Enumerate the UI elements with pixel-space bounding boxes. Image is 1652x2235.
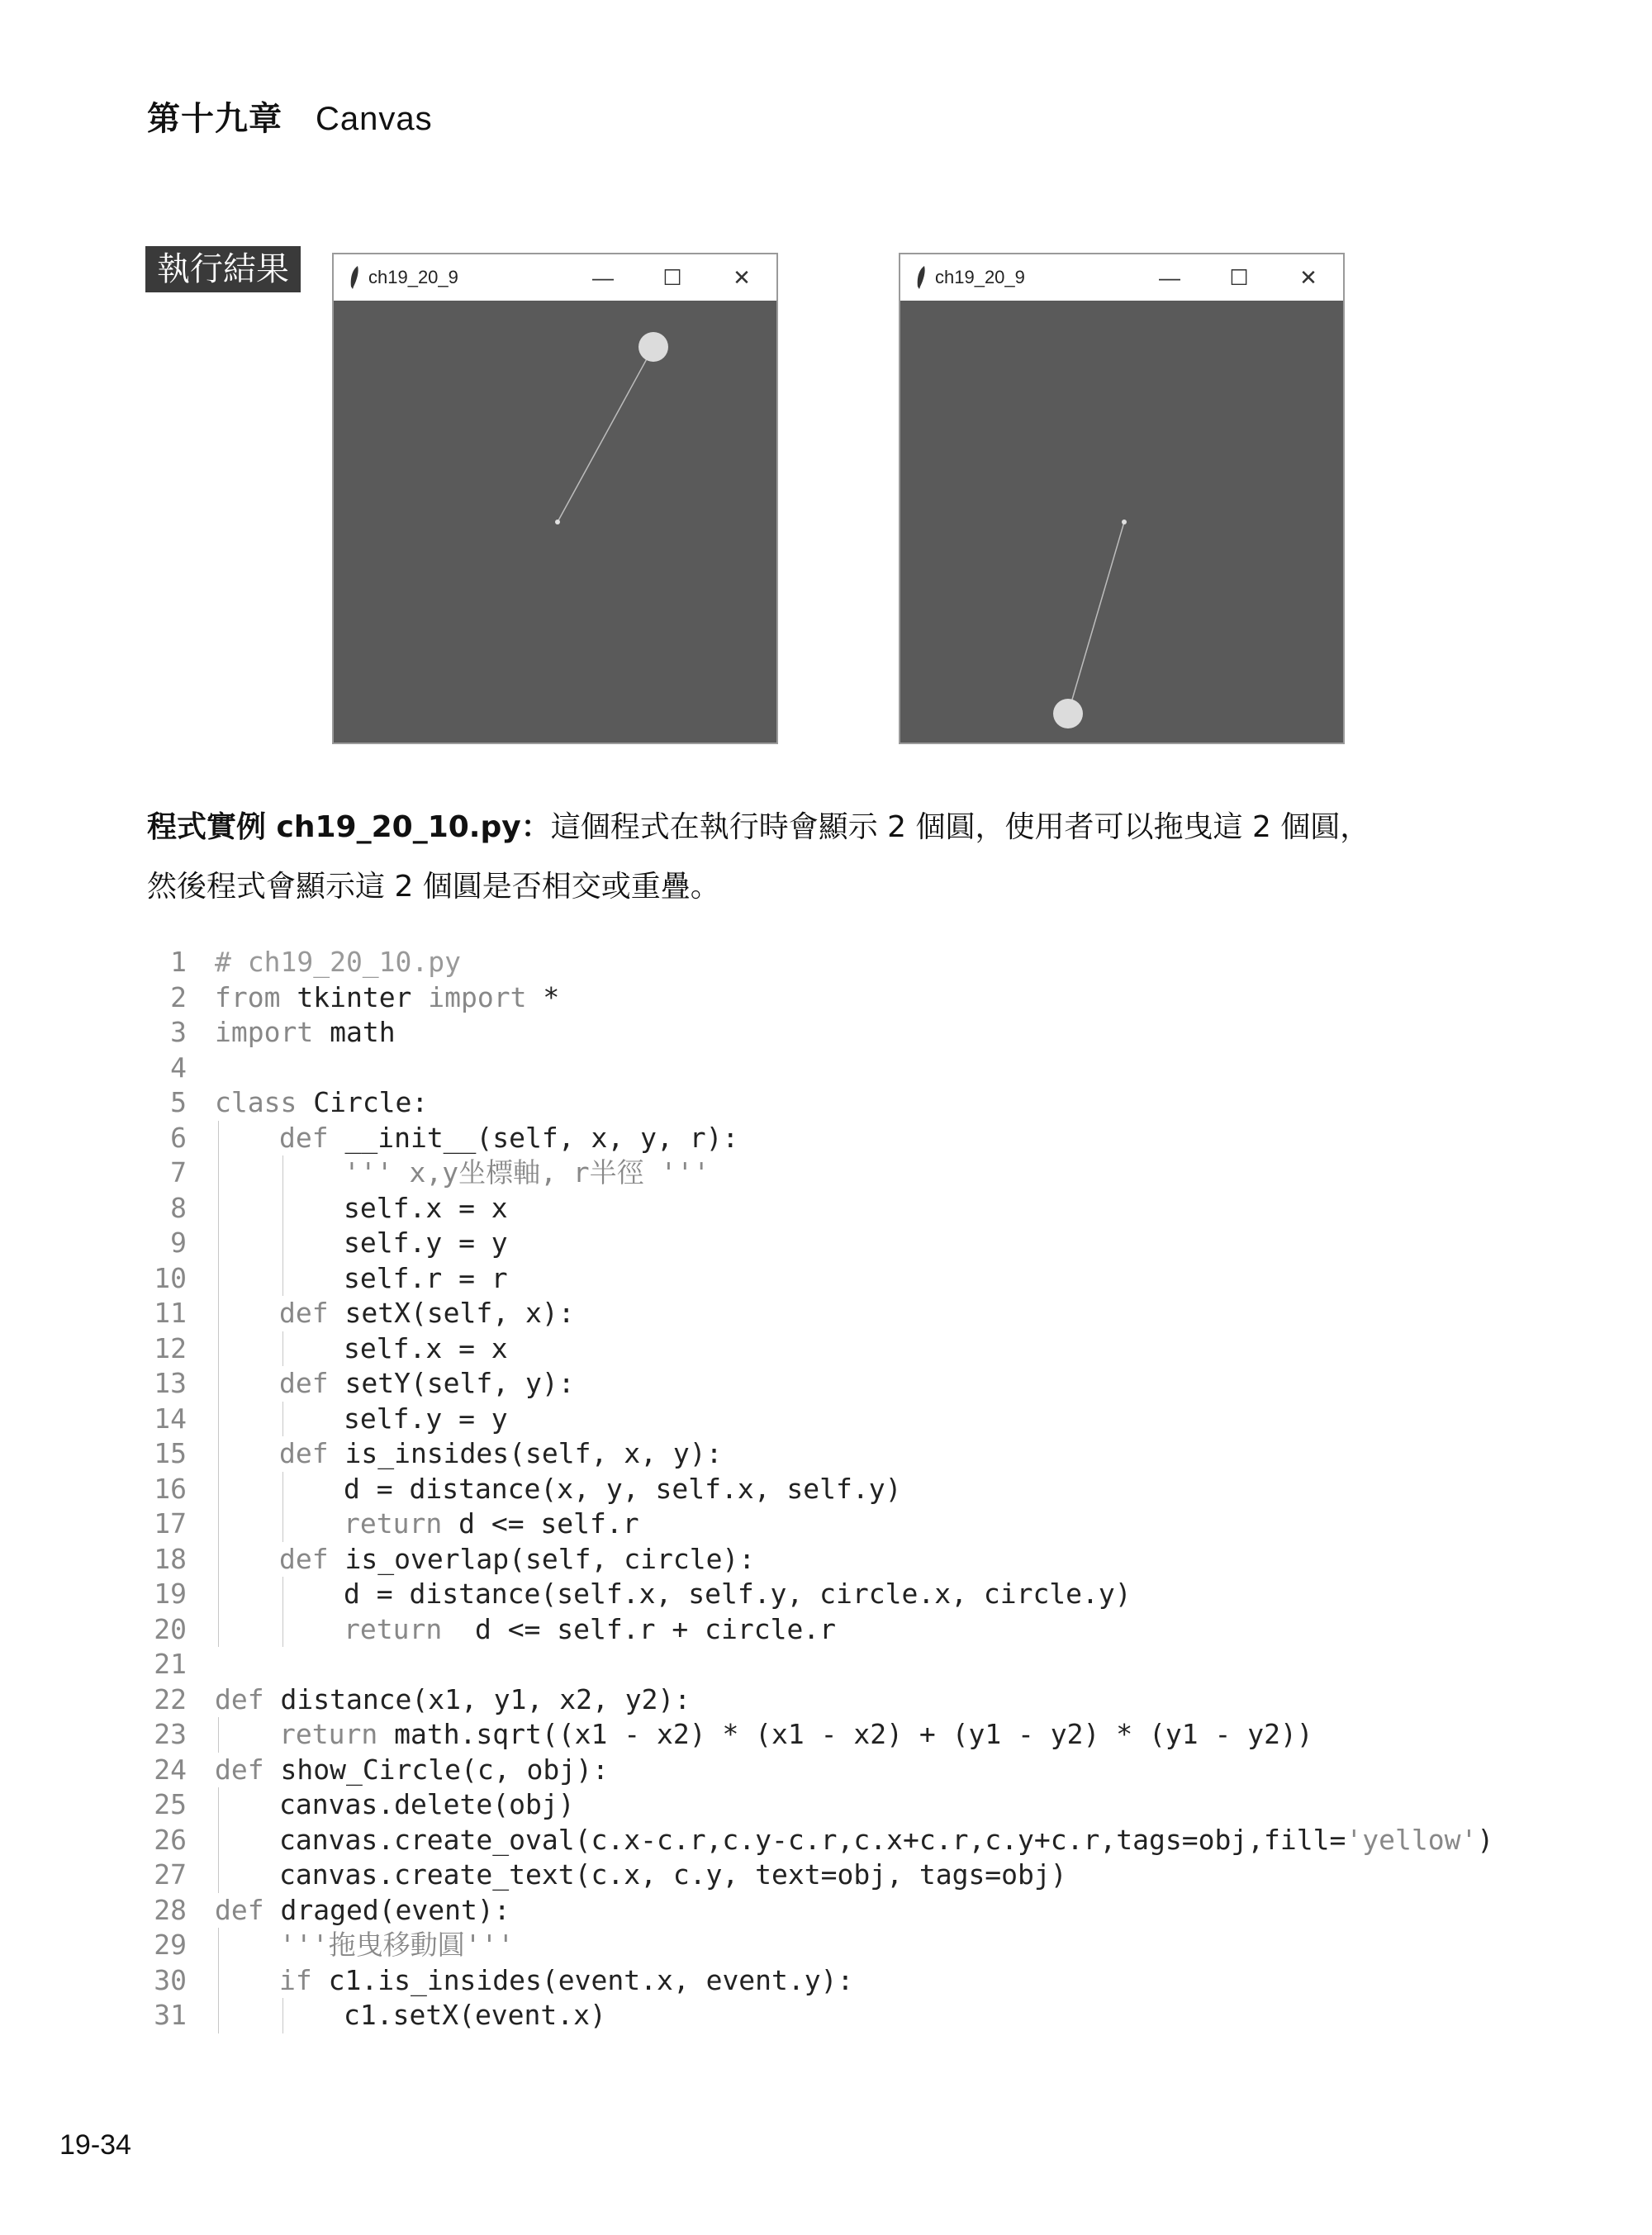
line-number: 25: [154, 1788, 187, 1820]
code-listing: [147, 945, 1493, 2033]
code-line: [147, 1226, 1493, 1261]
chapter-label: 第十九章: [147, 100, 282, 138]
description-text: 這個程式在執行時會顯示 2 個圓，使用者可以拖曳這 2 個圓，: [550, 810, 1370, 844]
code-line: [147, 1542, 1493, 1578]
indent-guide: [218, 1717, 219, 1753]
code-text: from tkinter import *: [215, 980, 560, 1013]
indent-guide: [282, 1998, 283, 2033]
indent-guide: [218, 1612, 219, 1648]
pendulum-ball[interactable]: [1053, 699, 1083, 728]
indent-guide: [218, 1226, 219, 1261]
minimize-button[interactable]: —: [592, 264, 614, 290]
code-text: def __init__(self, x, y, r):: [279, 1121, 739, 1154]
code-line: [147, 1612, 1493, 1648]
indent-guide: [282, 1612, 283, 1648]
line-number: 8: [170, 1191, 187, 1224]
code-text: def is_overlap(self, circle):: [279, 1542, 756, 1575]
code-text: d = distance(self.x, self.y, circle.x, circle.y): [344, 1578, 1132, 1610]
indent-guide: [282, 1402, 283, 1437]
code-line: [147, 1085, 1493, 1121]
code-line: [147, 1472, 1493, 1507]
page-number: 19-34: [59, 2129, 131, 2161]
code-text: self.x = x: [344, 1191, 508, 1224]
pendulum-rod: [1068, 522, 1124, 714]
line-number: 31: [154, 1999, 187, 2031]
line-number: 21: [154, 1648, 187, 1680]
indent-guide: [218, 1542, 219, 1578]
code-line: [147, 1928, 1493, 1963]
code-line: [147, 1682, 1493, 1718]
code-line: [147, 1787, 1493, 1823]
line-number: 4: [170, 1051, 187, 1084]
indent-guide: [218, 1366, 219, 1402]
indent-guide: [218, 1296, 219, 1331]
indent-guide: [218, 1191, 219, 1227]
close-button[interactable]: ✕: [1299, 264, 1317, 290]
result-tag: 執行結果: [145, 246, 301, 292]
indent-guide: [218, 1155, 219, 1191]
code-line: [147, 1296, 1493, 1331]
close-button[interactable]: ✕: [733, 264, 751, 290]
line-number: 14: [154, 1402, 187, 1435]
pivot-point: [1122, 520, 1127, 524]
indent-guide: [218, 1472, 219, 1507]
line-number: 9: [170, 1227, 187, 1259]
tk-window-1: [332, 253, 778, 744]
indent-guide: [218, 1507, 219, 1542]
line-number: 28: [154, 1893, 187, 1926]
code-text: '''拖曳移動圓''': [279, 1929, 515, 1961]
indent-guide: [282, 1472, 283, 1507]
code-line: [147, 1402, 1493, 1437]
code-text: def distance(x1, y1, x2, y2):: [215, 1682, 691, 1715]
line-number: 26: [154, 1823, 187, 1856]
code-text: import math: [215, 1016, 396, 1048]
code-line: [147, 1191, 1493, 1227]
code-text: canvas.create_oval(c.x-c.r,c.y-c.r,c.x+c.r,c.y+c.r,tags=obj,fill='yellow'): [279, 1823, 1494, 1856]
line-number: 10: [154, 1261, 187, 1294]
indent-guide: [282, 1226, 283, 1261]
code-line: [147, 1051, 1493, 1086]
maximize-button[interactable]: ☐: [1229, 264, 1249, 290]
code-text: def show_Circle(c, obj):: [215, 1753, 609, 1786]
line-number: 12: [154, 1331, 187, 1364]
code-text: canvas.create_text(c.x, c.y, text=obj, tags=obj): [279, 1858, 1067, 1891]
indent-guide: [282, 1155, 283, 1191]
code-text: def is_insides(self, x, y):: [279, 1437, 723, 1469]
feather-icon: [349, 265, 360, 290]
indent-guide: [218, 1261, 219, 1297]
window-title: ch19_20_9: [368, 267, 458, 287]
line-number: 22: [154, 1682, 187, 1715]
indent-guide: [218, 1858, 219, 1893]
code-line: [147, 1753, 1493, 1788]
code-text: def setX(self, x):: [279, 1297, 575, 1329]
code-line: [147, 1436, 1493, 1472]
line-number: 15: [154, 1437, 187, 1469]
code-line: [147, 1823, 1493, 1858]
code-text: return d <= self.r: [344, 1507, 639, 1540]
indent-guide: [218, 1402, 219, 1437]
line-number: 18: [154, 1542, 187, 1575]
indent-guide: [282, 1507, 283, 1542]
line-number: 1: [170, 946, 187, 978]
line-number: 3: [170, 1016, 187, 1048]
code-text: d = distance(x, y, self.x, self.y): [344, 1472, 902, 1505]
code-text: ''' x,y坐標軸, r半徑 ''': [344, 1156, 710, 1189]
example-description-line-1: [147, 798, 1370, 857]
tk-window-2: [899, 253, 1345, 744]
minimize-button[interactable]: —: [1159, 264, 1180, 290]
indent-guide: [282, 1577, 283, 1612]
pivot-point: [555, 520, 560, 524]
code-line: [147, 1015, 1493, 1051]
pendulum-ball[interactable]: [638, 332, 668, 362]
code-text: if c1.is_insides(event.x, event.y):: [279, 1963, 854, 1996]
line-number: 27: [154, 1858, 187, 1891]
code-line: [147, 1507, 1493, 1542]
code-line: [147, 1963, 1493, 1999]
code-line: [147, 1717, 1493, 1753]
indent-guide: [218, 1436, 219, 1472]
line-number: 24: [154, 1753, 187, 1786]
code-line: [147, 1331, 1493, 1367]
example-description-line-2: 然後程式會顯示這 2 個圓是否相交或重疊。: [147, 870, 720, 904]
code-text: c1.setX(event.x): [344, 1999, 606, 2031]
indent-guide: [218, 1963, 219, 1999]
code-line: [147, 1577, 1493, 1612]
line-number: 2: [170, 980, 187, 1013]
code-line: [147, 945, 1493, 980]
indent-guide: [218, 1577, 219, 1612]
maximize-button[interactable]: ☐: [662, 264, 682, 290]
window-titlebar[interactable]: [900, 254, 1343, 301]
line-number: 29: [154, 1929, 187, 1961]
code-text: self.y = y: [344, 1402, 508, 1435]
code-line: [147, 1155, 1493, 1191]
indent-guide: [282, 1261, 283, 1297]
line-number: 13: [154, 1367, 187, 1399]
code-line: [147, 1366, 1493, 1402]
line-number: 7: [170, 1156, 187, 1189]
code-line: [147, 1893, 1493, 1929]
line-number: 6: [170, 1121, 187, 1154]
indent-guide: [218, 1998, 219, 2033]
indent-guide: [218, 1823, 219, 1858]
line-number: 23: [154, 1718, 187, 1750]
code-line: [147, 980, 1493, 1016]
indent-guide: [282, 1331, 283, 1367]
indent-guide: [218, 1928, 219, 1963]
code-text: return math.sqrt((x1 - x2) * (x1 - x2) + (y1 - y2) * (y1 - y2)): [279, 1718, 1313, 1750]
code-text: def setY(self, y):: [279, 1367, 575, 1399]
line-number: 5: [170, 1086, 187, 1118]
indent-guide: [218, 1121, 219, 1156]
feather-icon: [915, 265, 927, 290]
line-number: 20: [154, 1612, 187, 1645]
code-text: canvas.delete(obj): [279, 1788, 575, 1820]
code-text: self.y = y: [344, 1227, 508, 1259]
code-text: class Circle:: [215, 1086, 429, 1118]
window-title: ch19_20_9: [935, 267, 1025, 287]
indent-guide: [218, 1787, 219, 1823]
code-text: def draged(event):: [215, 1893, 510, 1926]
line-number: 11: [154, 1297, 187, 1329]
code-text: # ch19_20_10.py: [215, 946, 462, 978]
pendulum-rod: [558, 347, 653, 522]
code-line: [147, 1998, 1493, 2033]
code-line: [147, 1121, 1493, 1156]
line-number: 17: [154, 1507, 187, 1540]
chapter-title: Canvas: [316, 101, 433, 137]
example-label: 程式實例 ch19_20_10.py：: [147, 810, 551, 844]
code-text: self.r = r: [344, 1261, 508, 1294]
line-number: 19: [154, 1578, 187, 1610]
code-line: [147, 1647, 1493, 1682]
code-text: return d <= self.r + circle.r: [344, 1612, 837, 1645]
line-number: 16: [154, 1472, 187, 1505]
indent-guide: [282, 1191, 283, 1227]
code-text: self.x = x: [344, 1331, 508, 1364]
code-line: [147, 1858, 1493, 1893]
window-titlebar[interactable]: [334, 254, 776, 301]
code-line: [147, 1261, 1493, 1297]
canvas-area[interactable]: [334, 301, 776, 743]
indent-guide: [218, 1331, 219, 1367]
chapter-header: [147, 93, 433, 140]
line-number: 30: [154, 1963, 187, 1996]
canvas-area[interactable]: [900, 301, 1343, 743]
